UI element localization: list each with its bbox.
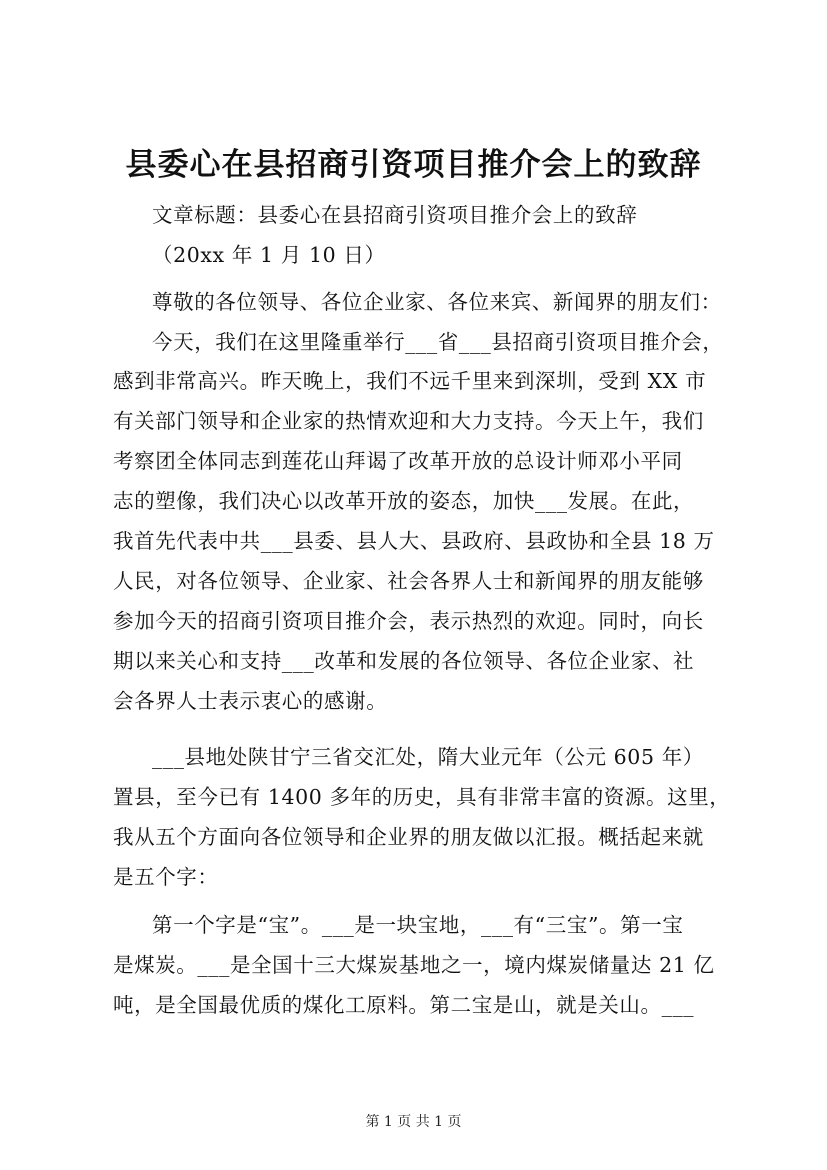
paragraph-line: 我从五个方面向各位领导和企业界的朋友做以汇报。概括起来就 xyxy=(113,825,704,849)
paragraph-line: 吨，是全国最优质的煤化工原料。第二宝是山，就是关山。___ xyxy=(113,993,695,1017)
paragraph-line: 第一个字是“宝”。___是一块宝地，___有“三宝”。第一宝 xyxy=(152,913,684,937)
document-title: 县委心在县招商引资项目推介会上的致辞 xyxy=(125,147,702,183)
paragraph-line: 今天，我们在这里隆重举行___省___县招商引资项目推介会， xyxy=(152,330,724,354)
paragraph-line: 考察团全体同志到莲花山拜谒了改革开放的总设计师邓小平同 xyxy=(113,449,683,473)
page-footer: 第 1 页 共 1 页 xyxy=(365,1114,462,1130)
paragraph-line: 人民，对各位领导、企业家、社会各界人士和新闻界的朋友能够 xyxy=(113,569,704,593)
paragraph-line: ___县地处陕甘宁三省交汇处，隋大业元年（公元 605 年） xyxy=(152,745,704,769)
paragraph-line: 我首先代表中共___县委、县人大、县政府、县政协和全县 18 万 xyxy=(113,529,715,553)
article-title-line: 文章标题：县委心在县招商引资项目推介会上的致辞 xyxy=(152,203,638,227)
salutation-line: 尊敬的各位领导、各位企业家、各位来宾、新闻界的朋友们： xyxy=(152,290,722,314)
paragraph-line: 置县，至今已有 1400 多年的历史，具有非常丰富的资源。这里， xyxy=(113,785,731,809)
date-line: （20xx 年 1 月 10 日） xyxy=(152,243,386,267)
paragraph-line: 参加今天的招商引资项目推介会，表示热烈的欢迎。同时，向长 xyxy=(113,609,704,633)
paragraph-line: 志的塑像，我们决心以改革开放的姿态，加快___发展。在此， xyxy=(113,489,695,513)
paragraph-line: 期以来关心和支持___改革和发展的各位领导、各位企业家、社 xyxy=(113,649,695,673)
paragraph-line: 是煤炭。___是全国十三大煤炭基地之一，境内煤炭储量达 21 亿 xyxy=(113,953,715,977)
paragraph-line: 有关部门领导和企业家的热情欢迎和大力支持。今天上午，我们 xyxy=(113,409,704,433)
paragraph-line: 是五个字： xyxy=(113,865,219,889)
paragraph-line: 会各界人士表示衷心的感谢。 xyxy=(113,689,388,713)
paragraph-line: 感到非常高兴。昨天晚上，我们不远千里来到深圳，受到 XX 市 xyxy=(113,369,707,393)
